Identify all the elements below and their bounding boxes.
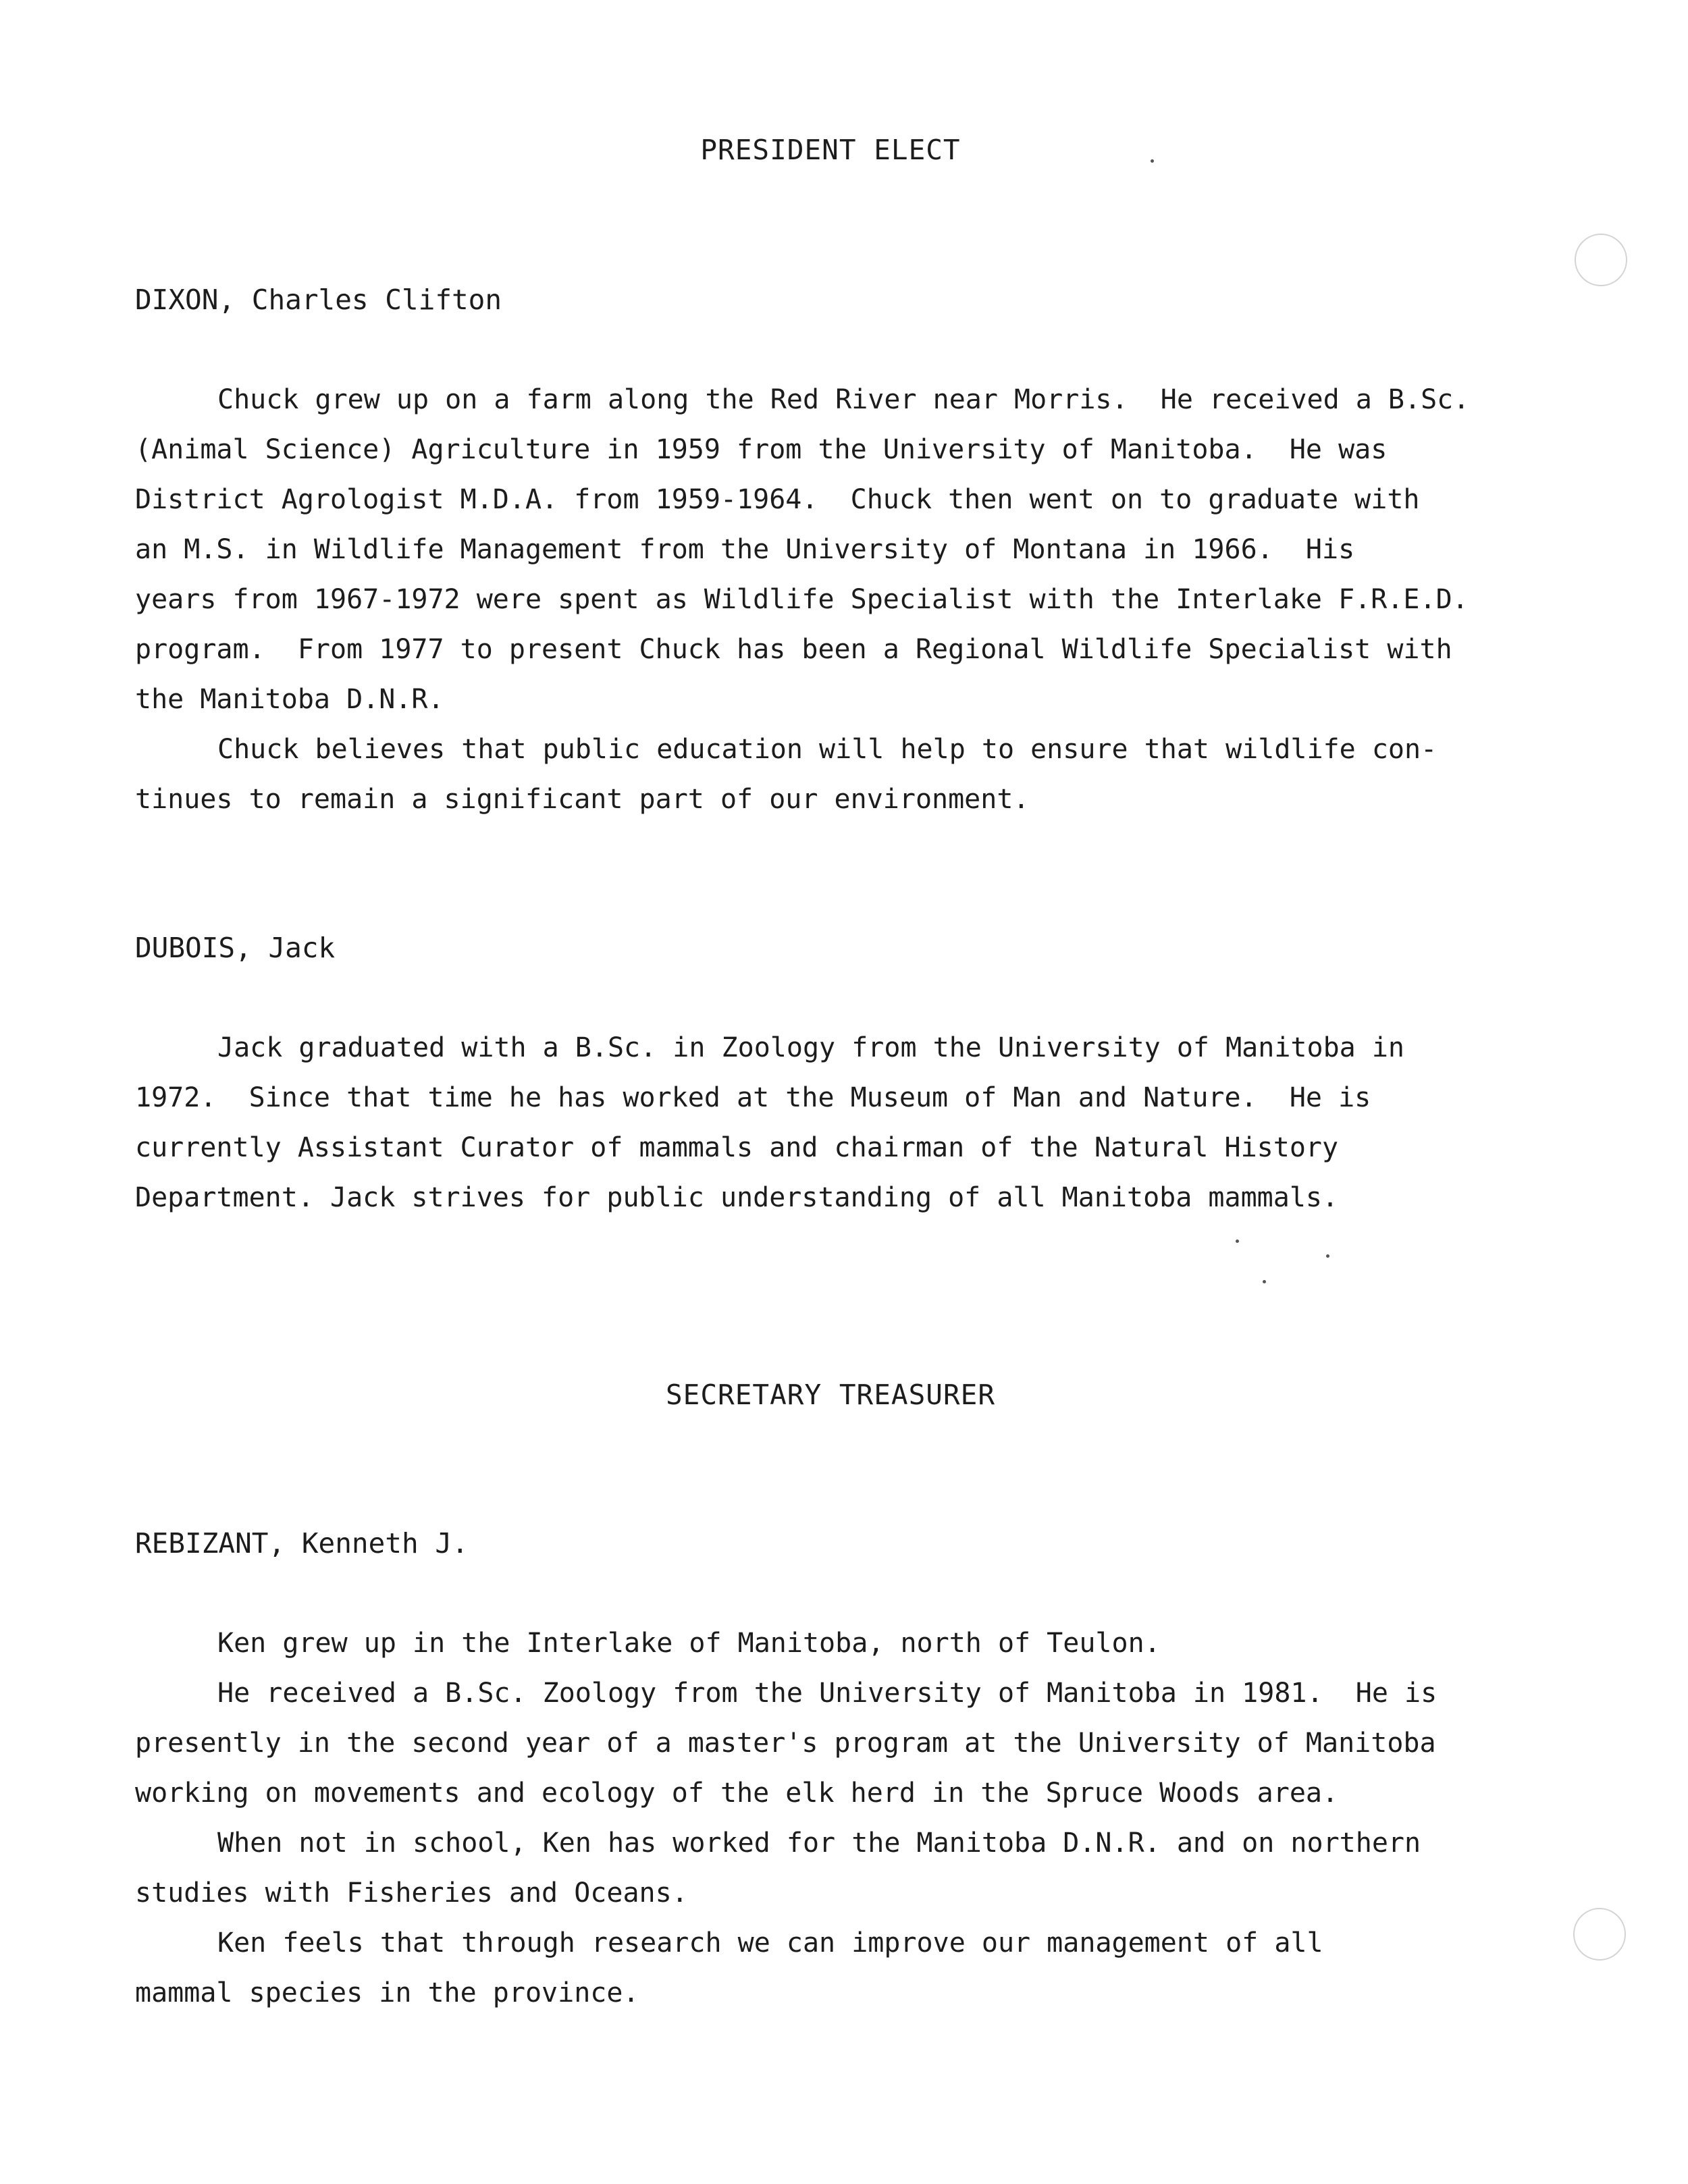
bio-line: 1972. Since that time he has worked at the Museum of Man and Nature. He is [135, 1082, 1371, 1113]
bio-line: years from 1967-1972 were spent as Wildlife Specialist with the Interlake F.R.E.D. [135, 584, 1469, 615]
bio-line: program. From 1977 to present Chuck has been a Regional Wildlife Specialist with [135, 634, 1452, 665]
bio-line: When not in school, Ken has worked for the Manitoba D.N.R. and on northern [217, 1828, 1421, 1859]
bio-line: He received a B.Sc. Zoology from the University of Manitoba in 1981. He is [217, 1678, 1438, 1709]
punch-hole-bottom [1573, 1908, 1626, 1961]
bio-line: Chuck believes that public education will help to ensure that wildlife con- [217, 734, 1438, 765]
scan-speck [1263, 1280, 1266, 1283]
bio-line: tinues to remain a significant part of our environment. [135, 784, 1030, 815]
section-heading-president-elect: PRESIDENT ELECT [700, 134, 961, 166]
bio-line: Chuck grew up on a farm along the Red River near Morris. He received a B.Sc. [217, 384, 1470, 415]
bio-line: Jack graduated with a B.Sc. in Zoology from the University of Manitoba in [217, 1032, 1404, 1063]
candidate-name-dixon: DIXON, Charles Clifton [135, 284, 502, 316]
bio-line: (Animal Science) Agriculture in 1959 from the University of Manitoba. He was [135, 434, 1388, 465]
bio-line: an M.S. in Wildlife Management from the University of Montana in 1966. His [135, 534, 1355, 565]
candidate-name-dubois: DUBOIS, Jack [135, 932, 336, 964]
scan-speck [1326, 1254, 1329, 1258]
bio-line: Ken feels that through research we can improve our management of all [217, 1927, 1323, 1959]
candidate-name-rebizant: REBIZANT, Kenneth J. [135, 1527, 469, 1560]
bio-line: studies with Fisheries and Oceans. [135, 1877, 688, 1909]
bio-line: Ken grew up in the Interlake of Manitoba, north of Teulon. [217, 1628, 1161, 1659]
bio-line: District Agrologist M.D.A. from 1959-1964. Chuck then went on to graduate with [135, 484, 1420, 515]
section-heading-secretary-treasurer: SECRETARY TREASURER [666, 1379, 995, 1411]
bio-line: mammal species in the province. [135, 1977, 639, 2008]
bio-line: presently in the second year of a master's program at the University of Manitoba [135, 1728, 1436, 1759]
bio-line: the Manitoba D.N.R. [135, 684, 444, 715]
bio-line: Department. Jack strives for public understanding of all Manitoba mammals. [135, 1182, 1339, 1213]
bio-line: working on movements and ecology of the elk herd in the Spruce Woods area. [135, 1778, 1339, 1809]
bio-line: currently Assistant Curator of mammals and chairman of the Natural History [135, 1132, 1339, 1163]
scan-speck [1236, 1240, 1239, 1243]
punch-hole-top [1575, 234, 1627, 286]
